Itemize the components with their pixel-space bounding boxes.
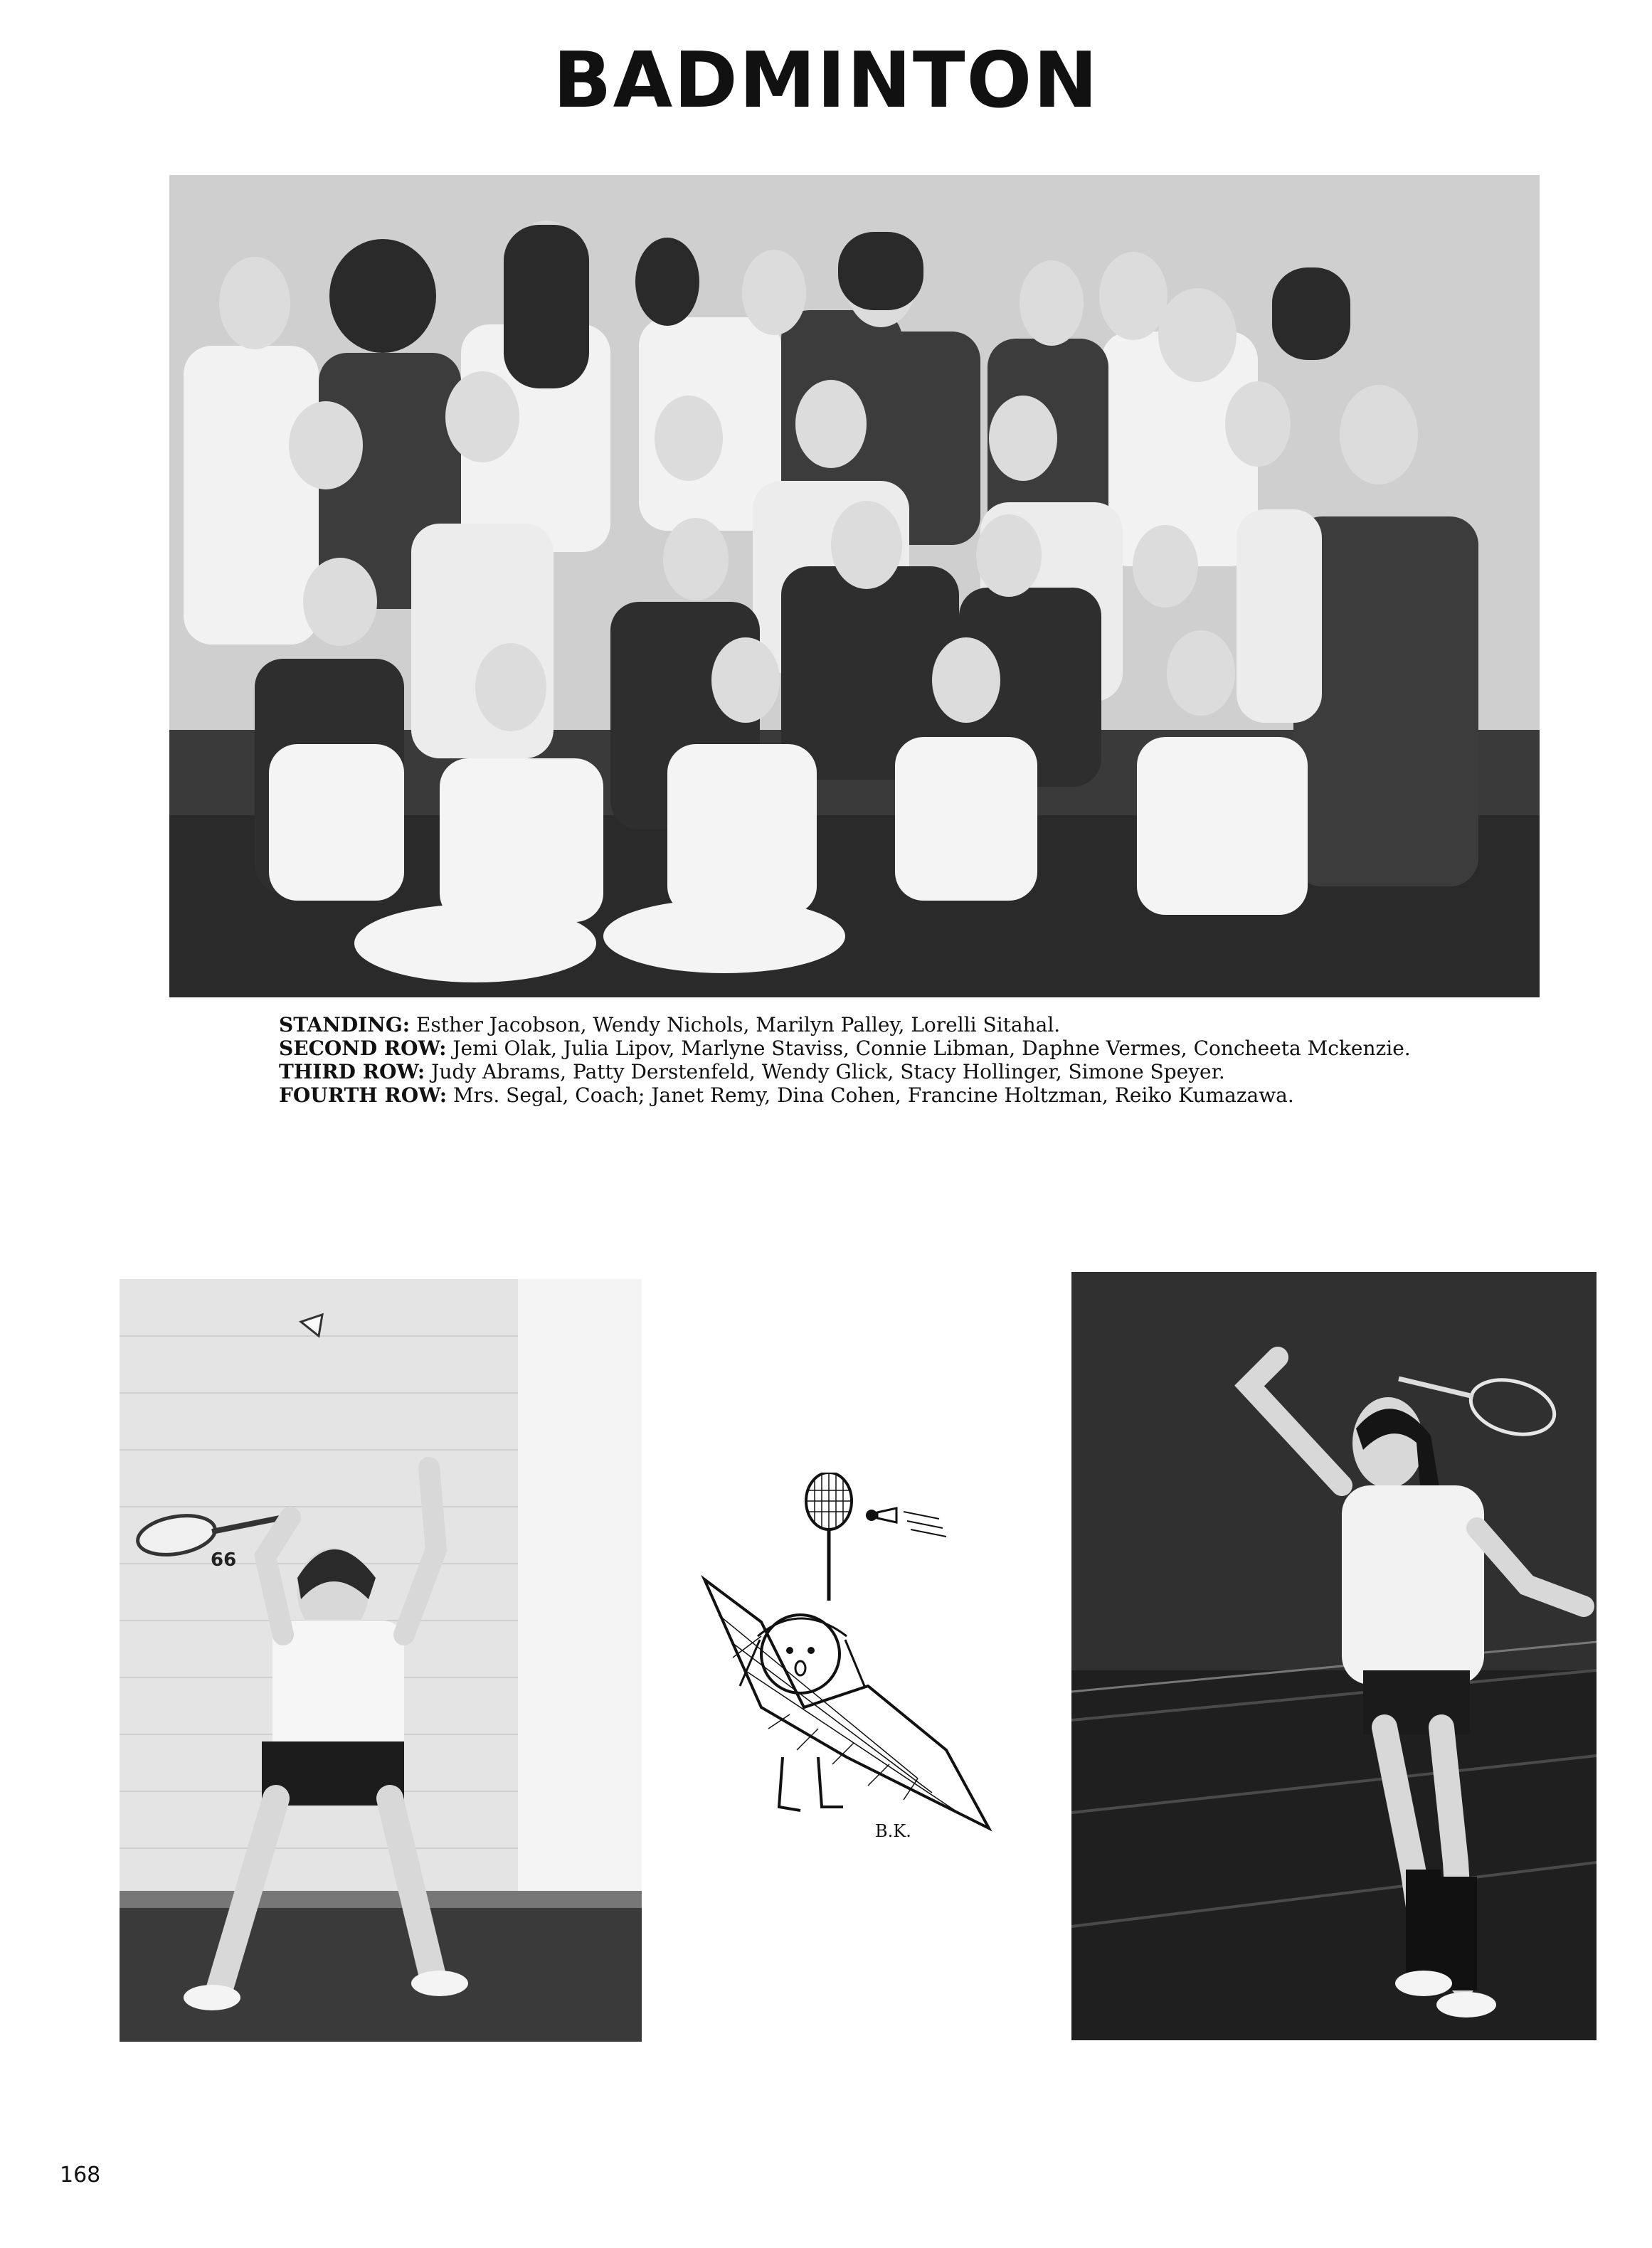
team-photo-caption xyxy=(279,1013,1503,1107)
caption-row-standing xyxy=(279,1013,1503,1036)
caption-row-third xyxy=(279,1060,1503,1083)
caption-names: Esther Jacobson, Wendy Nichols, Marilyn Palley, Lorelli Sitahal. xyxy=(415,1013,1061,1036)
action-photo-left xyxy=(120,1279,642,2042)
cartoon-signature: B.K. xyxy=(875,1821,911,1841)
caption-label: THIRD ROW: xyxy=(279,1060,425,1083)
team-group-photo xyxy=(169,175,1540,997)
page-number: 168 xyxy=(60,2163,101,2188)
caption-label: FOURTH ROW: xyxy=(279,1083,448,1107)
page-title: BADMINTON xyxy=(553,36,1099,125)
caption-names: Jemi Olak, Julia Lipov, Marlyne Staviss, Connie Libman, Daphne Vermes, Concheeta Mckenzie. xyxy=(452,1036,1411,1060)
action-photo-right xyxy=(1071,1272,1597,2040)
caption-names: Mrs. Segal, Coach; Janet Remy, Dina Cohen, Francine Holtzman, Reiko Kumazawa. xyxy=(452,1083,1294,1107)
caption-label: SECOND ROW: xyxy=(279,1036,447,1060)
badminton-cartoon xyxy=(676,1473,1046,1871)
caption-names: Judy Abrams, Patty Derstenfeld, Wendy Glick, Stacy Hollinger, Simone Speyer. xyxy=(431,1060,1225,1083)
wall-number: 66 xyxy=(211,1549,237,1571)
caption-row-second xyxy=(279,1036,1503,1060)
caption-row-fourth xyxy=(279,1083,1503,1107)
caption-label: STANDING: xyxy=(279,1013,411,1036)
